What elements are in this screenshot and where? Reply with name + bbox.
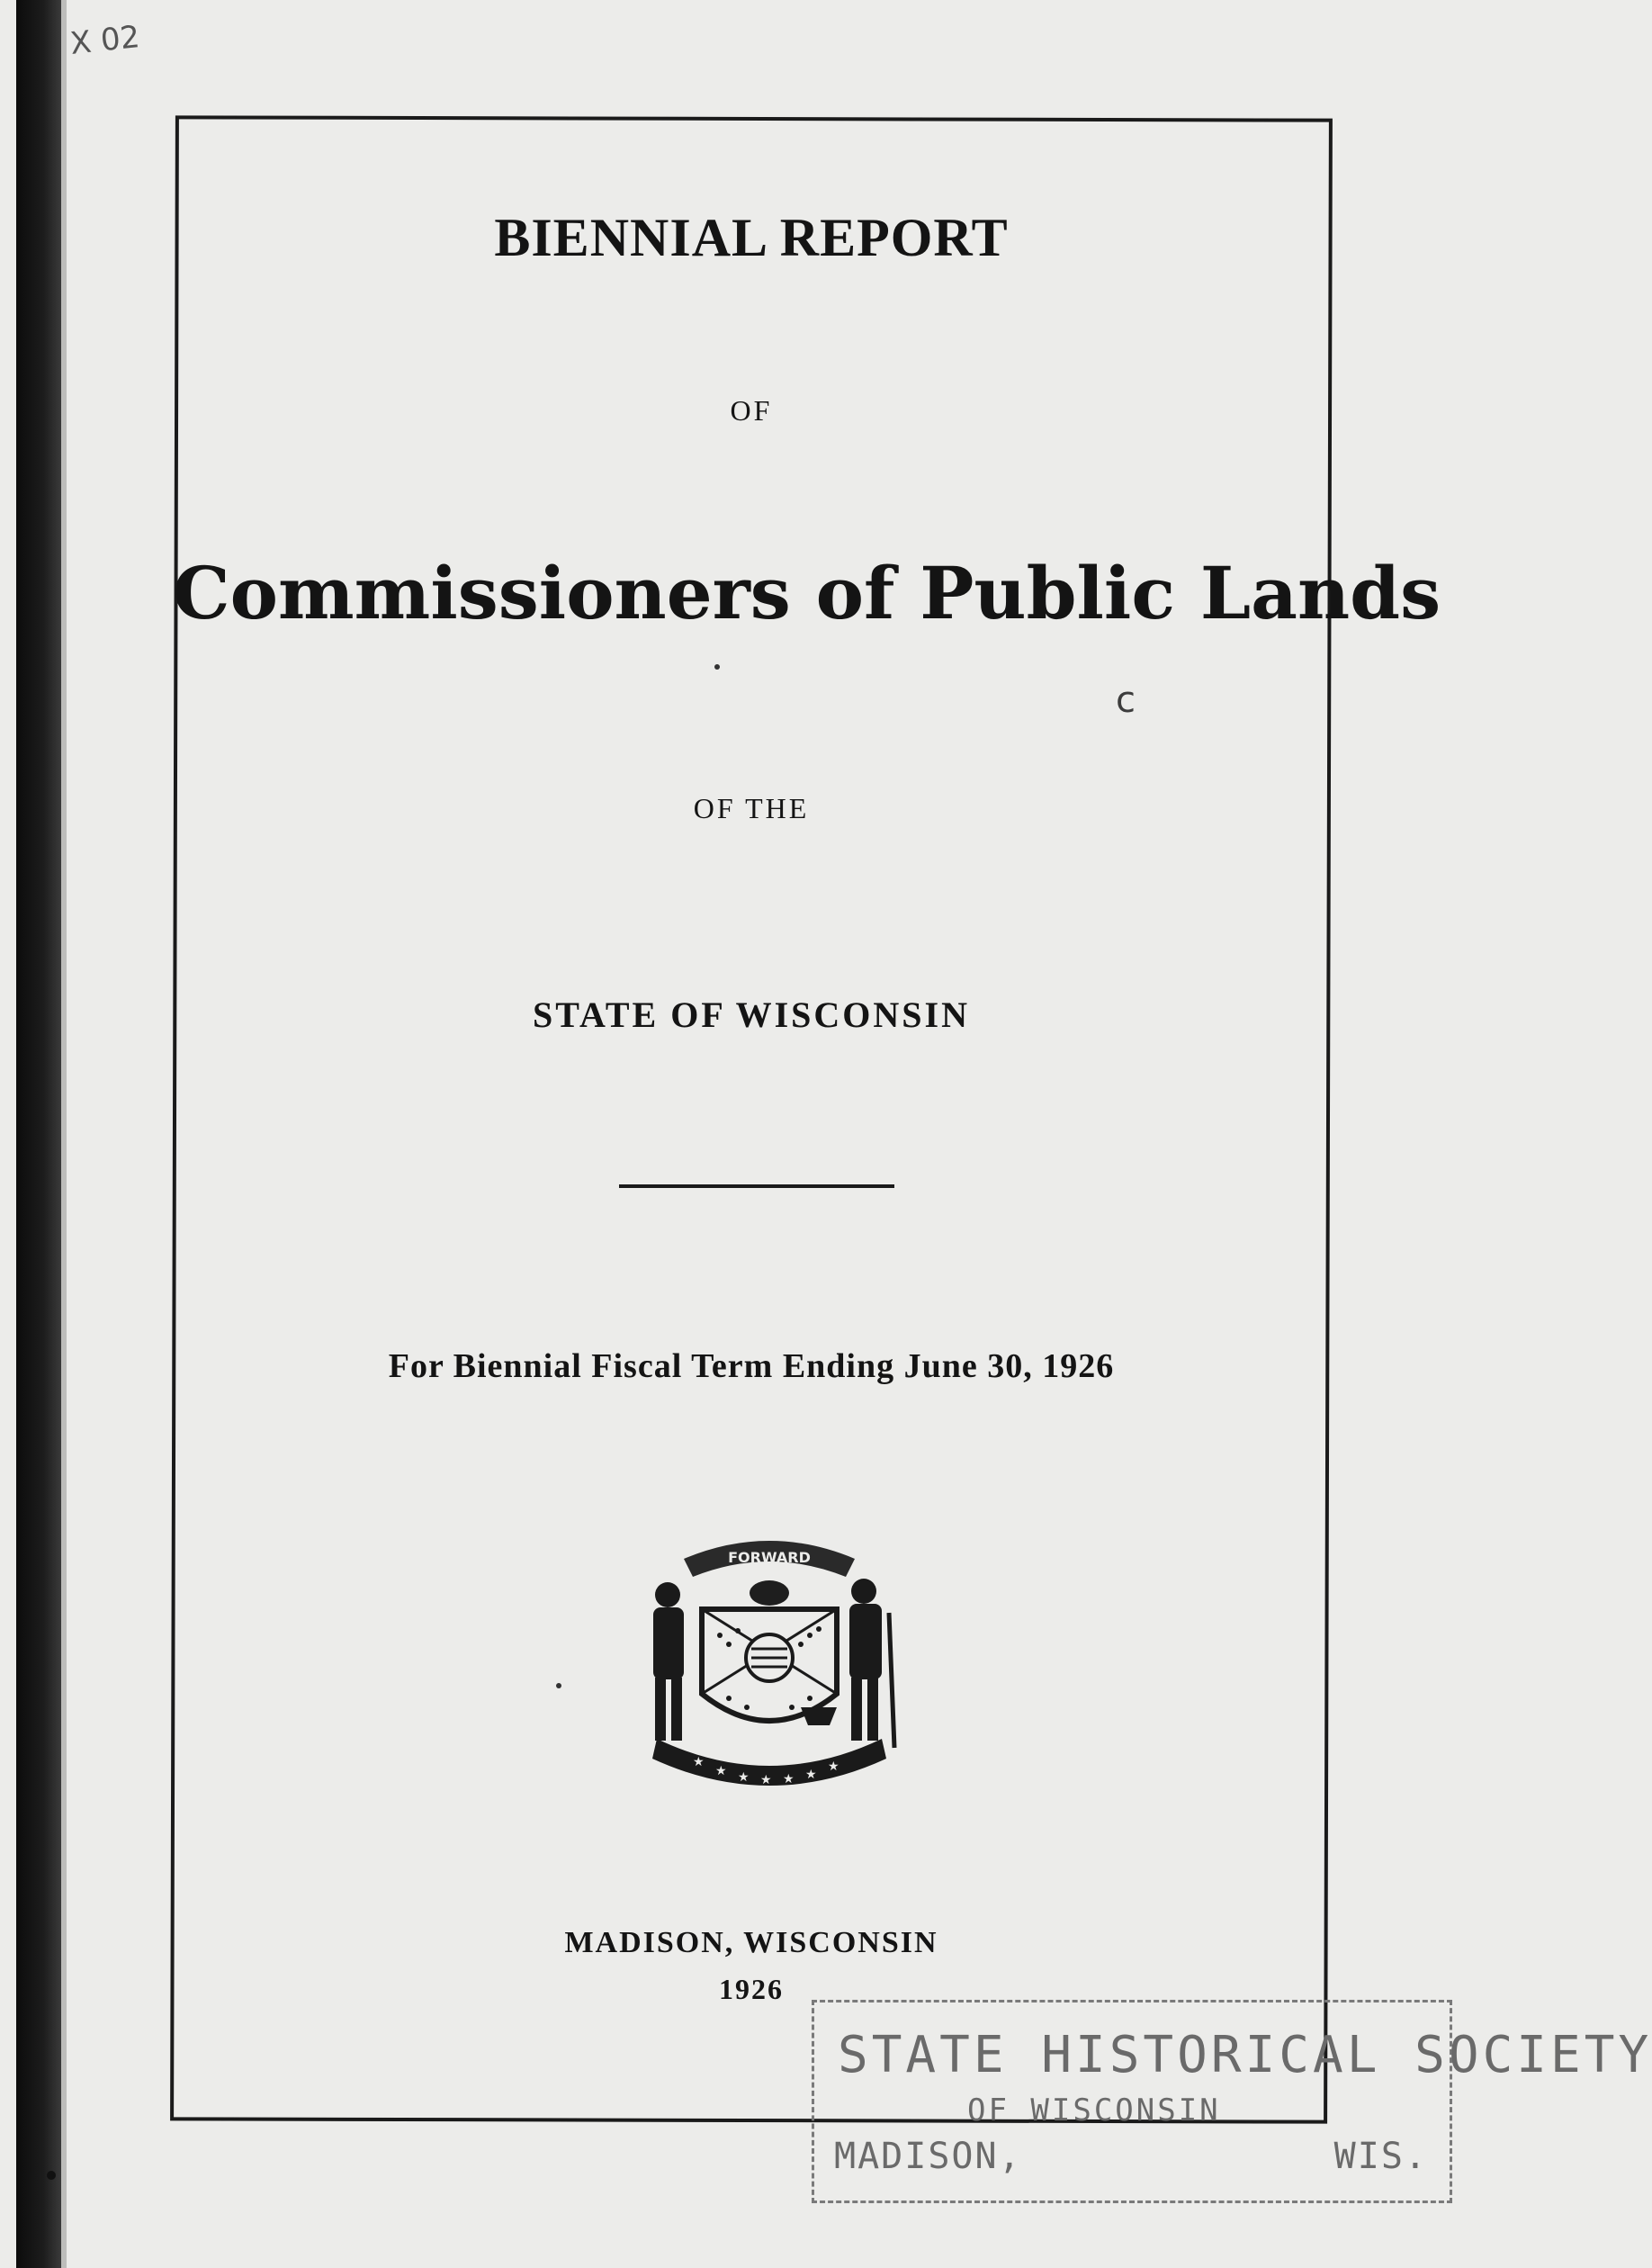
svg-text:★: ★ [715,1764,727,1778]
speck [47,2171,56,2180]
publication-place: MADISON, WISCONSIN [564,1926,938,1959]
state-name: STATE OF WISCONSIN [533,994,970,1035]
handwritten-mark: c [1116,680,1136,721]
library-stamp [812,2000,1652,2203]
svg-text:★: ★ [805,1768,817,1782]
report-title: BIENNIAL REPORT [494,208,1009,267]
svg-text:★: ★ [693,1755,705,1769]
wisconsin-state-seal-icon [621,1523,918,1820]
svg-text:★: ★ [783,1772,795,1786]
stamp-line-state: OF WISCONSIN [967,2092,1221,2128]
svg-text:★: ★ [738,1770,750,1785]
svg-text:★: ★ [828,1760,839,1774]
of-the-text: OF THE [693,792,810,824]
divider-rule [619,1184,894,1188]
stamp-line-city [834,2136,1428,2177]
spine-edge [61,0,67,2268]
stamp-line-society: STATE HISTORICAL SOCIETY [838,2026,1652,2084]
of-text: OF [730,394,773,427]
speck [556,1683,561,1688]
fiscal-term: For Biennial Fiscal Term Ending June 30, 1926 [388,1347,1115,1385]
stamp-city: MADISON, [834,2136,1022,2177]
report-subject: Commissioners of Public Lands [173,551,1441,635]
speck [714,664,720,670]
book-spine [16,0,61,2268]
seal-motto: FORWARD [728,1549,811,1566]
publication-year: 1926 [719,1973,784,2005]
svg-text:★: ★ [760,1773,772,1787]
corner-note: X 02 [68,19,142,62]
stamp-state: WIS. [1333,2136,1428,2177]
